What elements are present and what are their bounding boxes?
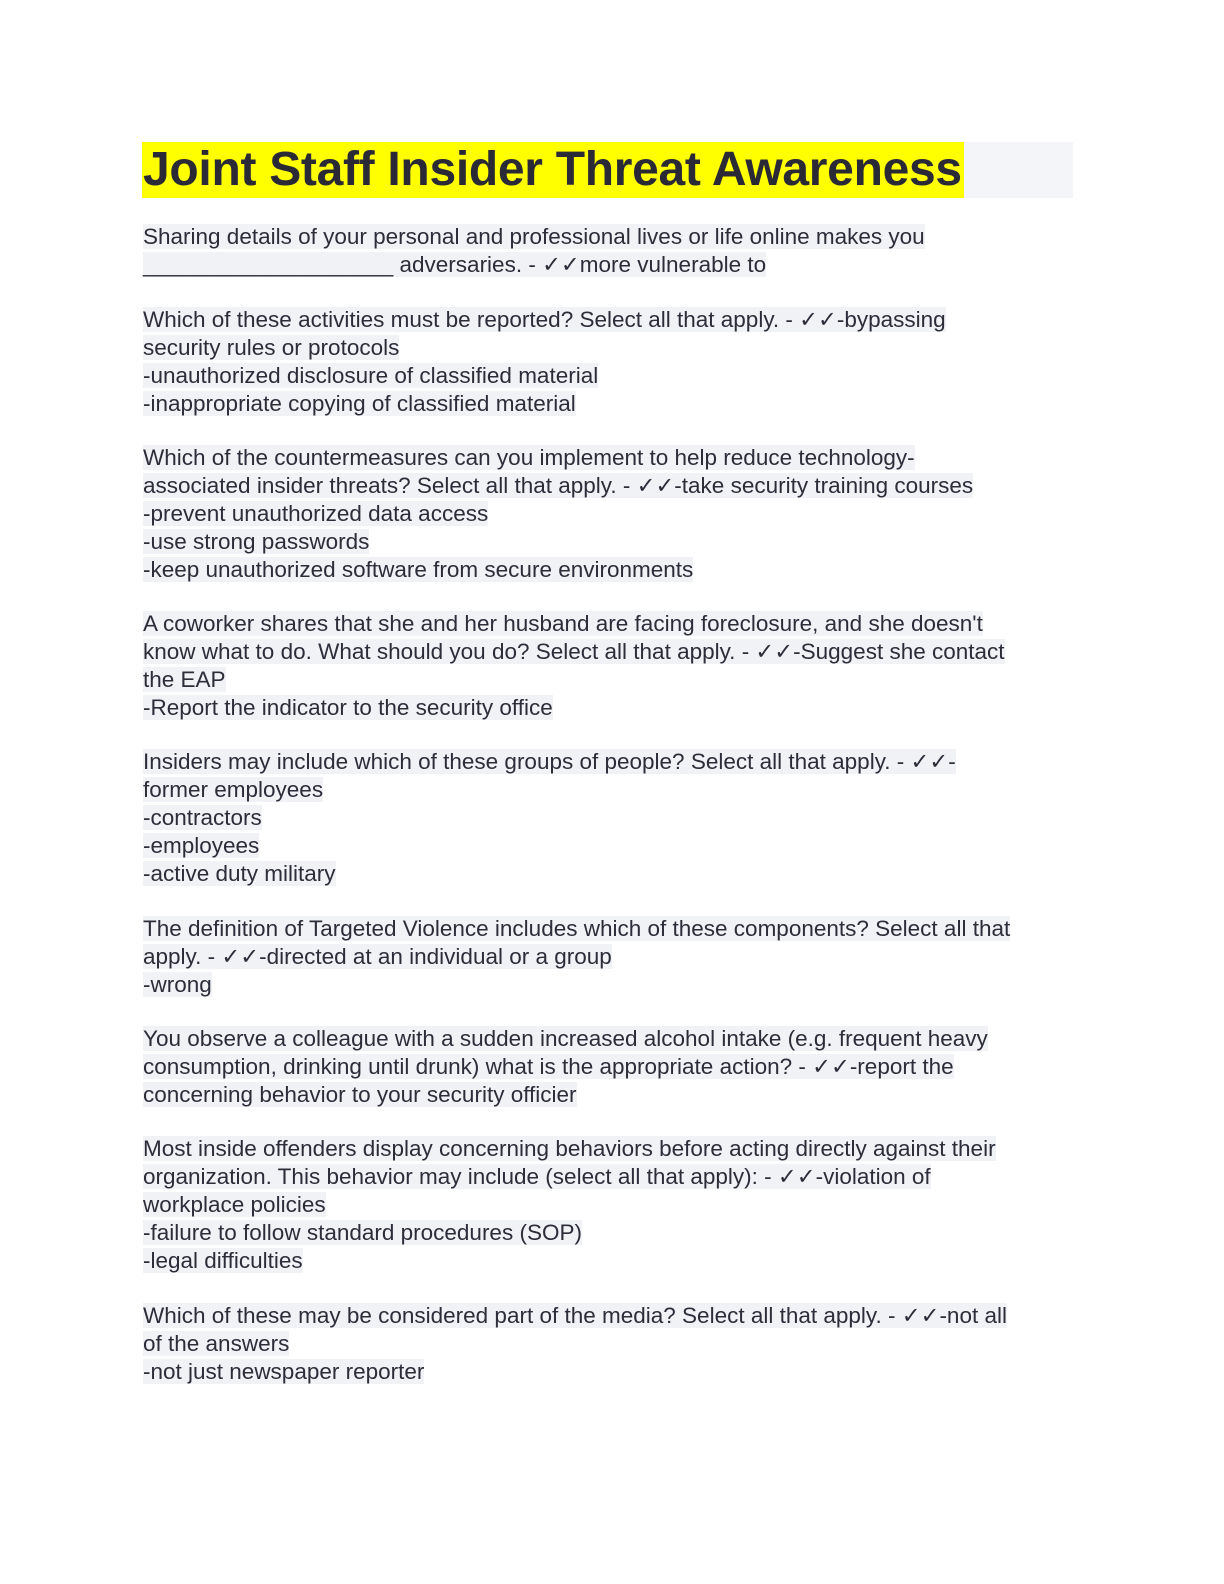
answer-line (143, 804, 1083, 832)
answer-line (143, 472, 1083, 500)
question-text (143, 306, 1083, 334)
text-run: consumption, drinking until drunk) what is the appropriate action? - ✓✓-report the (143, 1054, 954, 1079)
answer-line (143, 1191, 1083, 1219)
text-run: -contractors (143, 805, 262, 830)
answer-line (143, 1330, 1083, 1358)
text-run: Most inside offenders display concerning behaviors before acting directly against their (143, 1136, 996, 1161)
question-text (143, 1135, 1083, 1163)
text-run: -use strong passwords (143, 529, 370, 554)
title-band (142, 142, 1073, 198)
text-run: Which of these activities must be reported? Select all that apply. - ✓✓-bypassing (143, 307, 946, 332)
text-run: -active duty military (143, 861, 336, 886)
answer-line (143, 638, 1083, 666)
text-run: -keep unauthorized software from secure environments (143, 557, 694, 582)
document-title: Joint Staff Insider Threat Awareness (143, 143, 962, 196)
text-run: -failure to follow standard procedures (SOP) (143, 1220, 582, 1245)
text-run: -prevent unauthorized data access (143, 501, 489, 526)
answer-line (143, 528, 1083, 556)
qa-item (143, 1135, 1083, 1275)
text-run: concerning behavior to your security officier (143, 1082, 577, 1107)
text-run: of the answers (143, 1331, 290, 1356)
text-run: -wrong (143, 972, 212, 997)
text-run: organization. This behavior may include (select all that apply): - ✓✓-violation of (143, 1164, 931, 1189)
text-run: workplace policies (143, 1192, 326, 1217)
text-run: -Report the indicator to the security office (143, 695, 553, 720)
answer-line (143, 251, 1083, 279)
text-run: security rules or protocols (143, 335, 400, 360)
qa-item (143, 748, 1083, 888)
text-run: Which of the countermeasures can you implement to help reduce technology- (143, 445, 915, 470)
text-run: The definition of Targeted Violence includes which of these components? Select all that (143, 916, 1011, 941)
answer-line (143, 1053, 1083, 1081)
answer-line (143, 860, 1083, 888)
text-run: apply. - ✓✓-directed at an individual or a group (143, 944, 612, 969)
question-text (143, 610, 1083, 638)
text-run: -employees (143, 833, 260, 858)
qa-item (143, 915, 1083, 999)
answer-line (143, 1219, 1083, 1247)
text-run: -inappropriate copying of classified material (143, 391, 576, 416)
text-run: the EAP (143, 667, 226, 692)
answer-line (143, 390, 1083, 418)
text-run: associated insider threats? Select all that apply. - ✓✓-take security training courses (143, 473, 974, 498)
text-run: Sharing details of your personal and professional lives or life online makes you (143, 224, 925, 249)
answer-line (143, 1163, 1083, 1191)
qa-item (143, 444, 1083, 584)
answer-line (143, 971, 1083, 999)
answer-line (143, 666, 1083, 694)
question-text (143, 748, 1083, 776)
question-text (143, 1302, 1083, 1330)
question-text (143, 1025, 1083, 1053)
answer-line (143, 776, 1083, 804)
text-run: You observe a colleague with a sudden increased alcohol intake (e.g. frequent heavy (143, 1026, 988, 1051)
text-run: -unauthorized disclosure of classified material (143, 363, 599, 388)
qa-item (143, 223, 1083, 279)
qa-item (143, 610, 1083, 722)
question-text (143, 223, 1083, 251)
question-list (143, 223, 1083, 1386)
text-run: Insiders may include which of these groups of people? Select all that apply. - ✓✓- (143, 749, 956, 774)
text-run: know what to do. What should you do? Select all that apply. - ✓✓-Suggest she contact (143, 639, 1005, 664)
question-text (143, 915, 1083, 943)
question-text (143, 444, 1083, 472)
answer-line (143, 1081, 1083, 1109)
answer-line (143, 362, 1083, 390)
answer-line (143, 832, 1083, 860)
text-run: ____________________ adversaries. - ✓✓more vulnerable to (143, 252, 767, 277)
answer-line (143, 500, 1083, 528)
answer-line (143, 334, 1083, 362)
qa-item (143, 1025, 1083, 1109)
text-run: Which of these may be considered part of the media? Select all that apply. - ✓✓-not all (143, 1303, 1007, 1328)
text-run: -legal difficulties (143, 1248, 303, 1273)
answer-line (143, 556, 1083, 584)
text-run: -not just newspaper reporter (143, 1359, 425, 1384)
answer-line (143, 943, 1083, 971)
qa-item (143, 306, 1083, 418)
text-run: former employees (143, 777, 324, 802)
answer-line (143, 694, 1083, 722)
answer-line (143, 1358, 1083, 1386)
text-run: A coworker shares that she and her husband are facing foreclosure, and she doesn't (143, 611, 983, 636)
qa-item (143, 1302, 1083, 1386)
answer-line (143, 1247, 1083, 1275)
